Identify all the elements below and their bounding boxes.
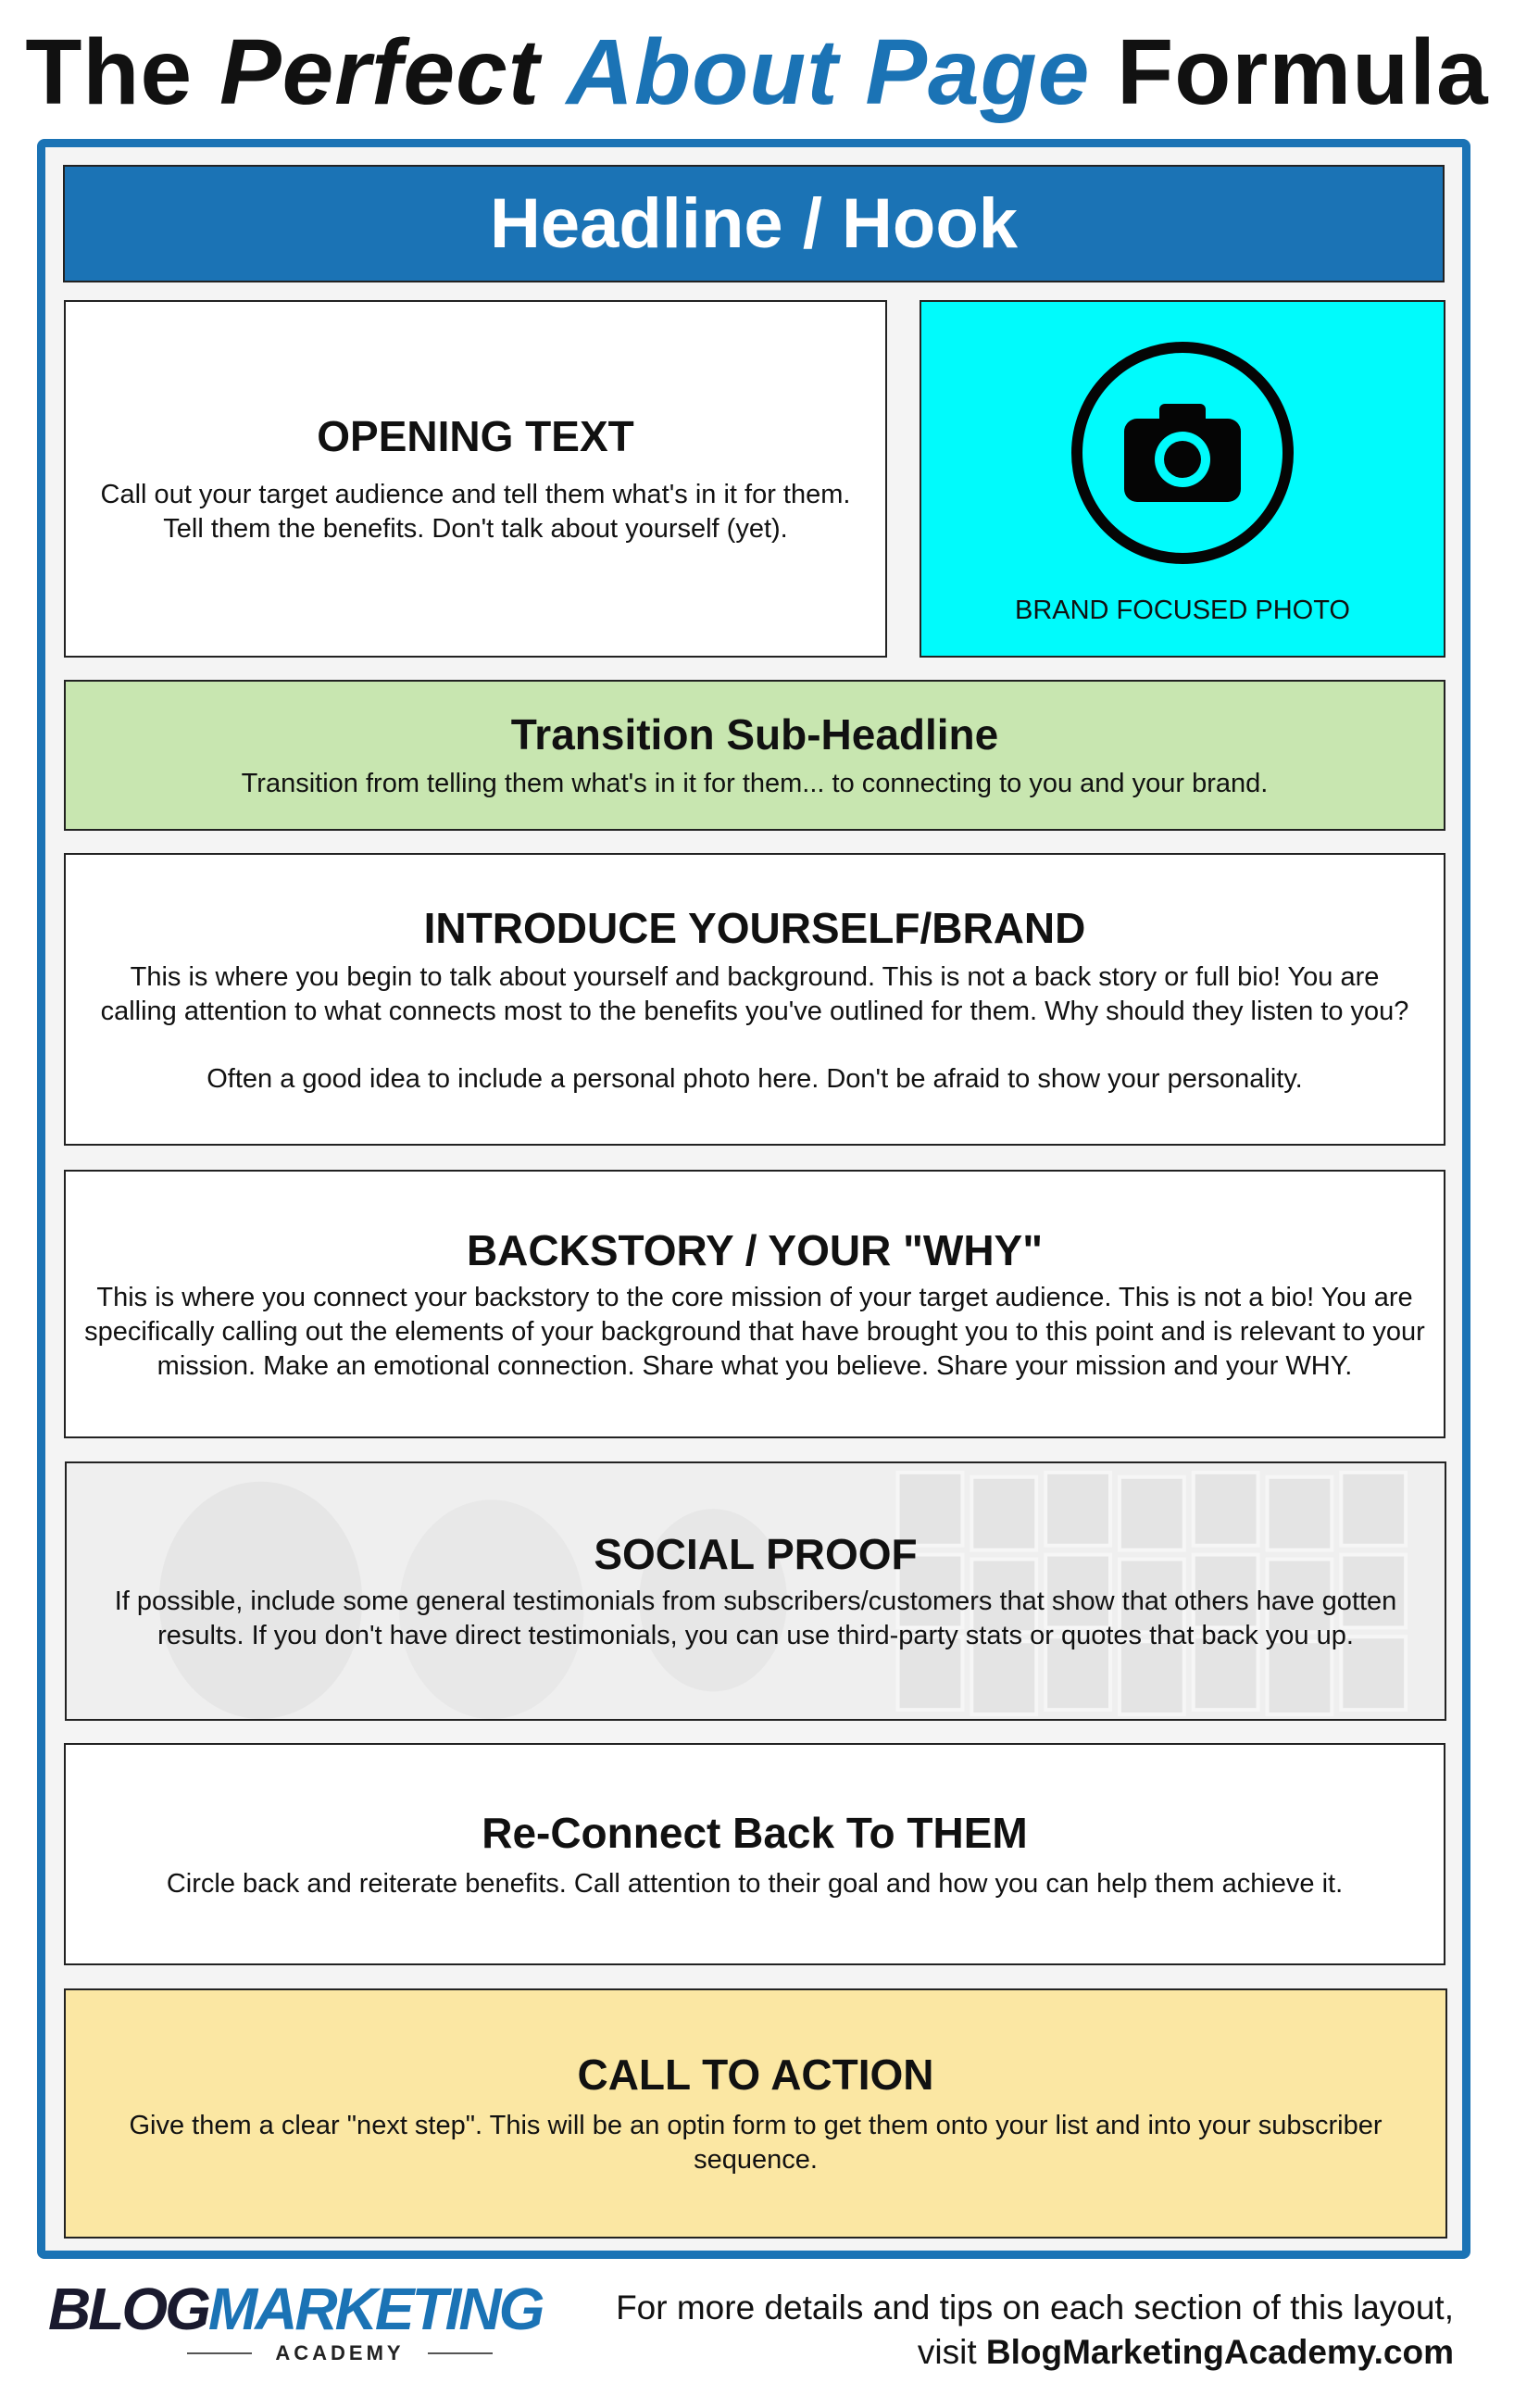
introduce-note: Often a good idea to include a personal photo here. Don't be afraid to show your personality. — [206, 1063, 1303, 1094]
blog-marketing-academy-logo — [48, 2276, 543, 2364]
reconnect-body: Circle back and reiterate benefits. Call attention to their goal and how you can help them achieve it. — [166, 1868, 1344, 1899]
page-title — [0, 17, 1514, 128]
call-to-action-section — [64, 1988, 1447, 2239]
footer-line-1: For more details and tips on each section of this layout, — [616, 2289, 1454, 2326]
social-proof-section — [65, 1461, 1446, 1721]
headline-hook-section — [63, 165, 1445, 282]
title-part-formula: Formula — [1117, 20, 1489, 124]
logo-academy: ACADEMY — [275, 2341, 405, 2364]
backstory-title: BACKSTORY / YOUR "WHY" — [466, 1225, 1044, 1274]
brand-photo-section — [920, 300, 1445, 658]
opening-text-title: OPENING TEXT — [317, 412, 634, 460]
footer-note — [528, 2286, 1454, 2375]
opening-text-body: Call out your target audience and tell them what's in it for them. Tell them the benefits. Don't talk about yourself (yet). — [100, 480, 851, 544]
footer-line-2 — [528, 2330, 1454, 2375]
introduce-body: This is where you begin to talk about yourself and background. This is not a back story or full bio! You are calling attention to what connects most to the benefits you've outlined for them. Why should they listen to you? — [100, 961, 1409, 1026]
camera-icon — [1071, 342, 1294, 564]
reconnect-section — [64, 1743, 1445, 1965]
footer-website-link[interactable]: BlogMarketingAcademy.com — [985, 2333, 1454, 2371]
social-proof-title: SOCIAL PROOF — [594, 1530, 918, 1578]
backstory-section — [64, 1170, 1445, 1438]
title-part-the: The — [25, 20, 194, 124]
headline-hook-title: Headline / Hook — [489, 184, 1019, 263]
brand-photo-caption: BRAND FOCUSED PHOTO — [1014, 595, 1350, 625]
call-to-action-title: CALL TO ACTION — [577, 2051, 934, 2099]
logo-word-marketing: MARKETING — [207, 2276, 543, 2342]
reconnect-title: Re-Connect Back To THEM — [482, 1808, 1028, 1857]
title-part-perfect: Perfect — [219, 20, 540, 124]
title-part-about-page: About Page — [566, 20, 1091, 124]
footer-visit-text: visit — [917, 2333, 986, 2371]
social-proof-body: If possible, include some general testimonials from subscribers/customers that show that others have gotten results. If you don't have direct testimonials, you can use third-party stats or quotes that back you up. — [114, 1587, 1397, 1650]
opening-text-section — [64, 300, 887, 658]
logo-word-blog: BLOG — [48, 2276, 208, 2342]
transition-title: Transition Sub-Headline — [510, 710, 999, 759]
transition-body: Transition from telling them what's in it for them... to connecting to you and your brand. — [241, 769, 1269, 798]
backstory-body: This is where you connect your backstory to the core mission of your target audience. This is not a bio! You are specifically calling out the elements of your background that have brought you to this point and is relevant to your mission. Make an emotional connection. Share what you believe. Share your mission and your WHY. — [84, 1282, 1425, 1381]
transition-section — [64, 680, 1445, 831]
introduce-title: INTRODUCE YOURSELF/BRAND — [423, 903, 1086, 952]
call-to-action-body: Give them a clear "next step". This will be an optin form to get them onto your list and into your subscriber sequence. — [129, 2111, 1383, 2175]
introduce-section — [64, 853, 1445, 1146]
